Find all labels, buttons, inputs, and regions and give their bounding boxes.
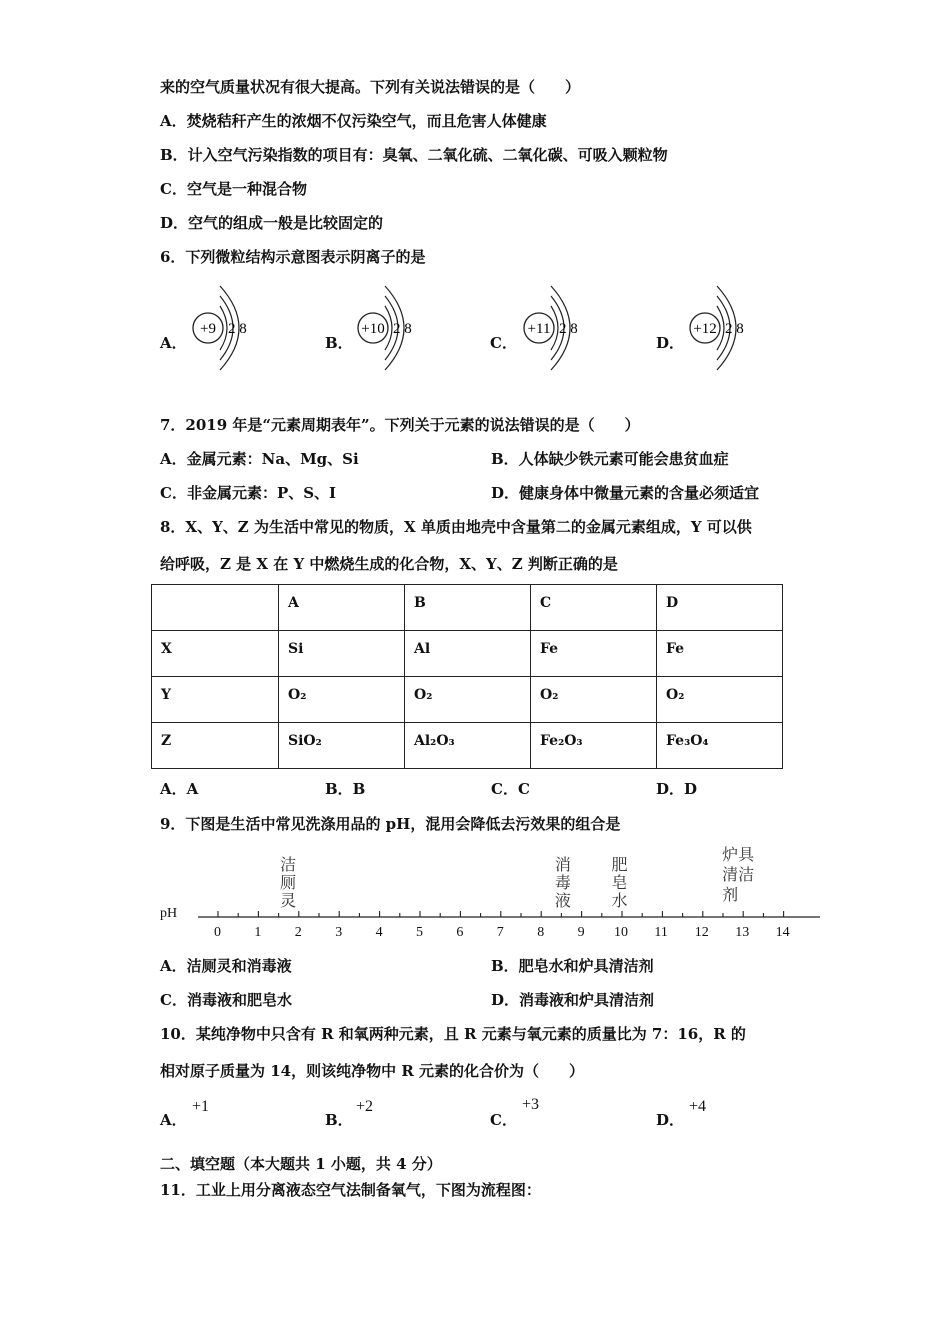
q10-stem-line2: 相对原子质量为 14，则该纯净物中 R 元素的化合价为（ ） (160, 1062, 585, 1080)
q6-option-d-atom-diagram (685, 280, 765, 380)
q10-option-a-letter: A． (160, 1111, 187, 1129)
ph-tick-label: 3 (335, 925, 343, 940)
q6-stem: 6．下列微粒结构示意图表示阴离子的是 (160, 248, 426, 266)
table-cell: SiO₂ (279, 723, 405, 769)
table-cell (152, 585, 279, 631)
section2-heading: 二、填空题（本大题共 1 小题，共 4 分） (160, 1155, 442, 1173)
q6-option-a-letter: A． (160, 334, 187, 352)
ph-product-label: 洁厕灵 (277, 856, 297, 910)
table-cell: Z (152, 723, 279, 769)
ph-tick-label: 7 (496, 925, 504, 940)
q11-stem: 11．工业上用分离液态空气法制备氧气，下图为流程图： (160, 1181, 541, 1199)
ph-tick-label: 13 (735, 925, 750, 940)
q9-option-d: D．消毒液和炉具清洁剂 (491, 991, 655, 1009)
table-cell: O₂ (531, 677, 657, 723)
q9-option-a: A．洁厕灵和消毒液 (160, 957, 292, 975)
table-cell: Fe (531, 631, 657, 677)
ph-tick-label: 9 (577, 925, 585, 940)
q10-option-a-value: +1 (192, 1098, 210, 1115)
ph-tick-label: 4 (375, 925, 383, 940)
svg-text:2 8: 2 8 (725, 321, 744, 337)
table-cell: Fe₂O₃ (531, 723, 657, 769)
table-cell: O₂ (279, 677, 405, 723)
table-cell: O₂ (657, 677, 783, 723)
q10-option-d-letter: D． (656, 1111, 685, 1129)
q9-stem: 9．下图是生活中常见洗涤用品的 pH，混用会降低去污效果的组合是 (160, 815, 621, 833)
q8-stem-line1: 8．X、Y、Z 为生活中常见的物质，X 单质由地壳中含量第二的金属元素组成，Y 可以供 (160, 518, 752, 536)
q7-stem: 7．2019 年是“元素周期表年”。下列关于元素的说法错误的是（ ） (160, 416, 640, 434)
table-cell: X (152, 631, 279, 677)
q10-stem-line1: 10．某纯净物中只含有 R 和氧两种元素，且 R 元素与氧元素的质量比为 7：16，R 的 (160, 1025, 746, 1043)
ph-product-label: 炉具 清洁 剂 (722, 845, 755, 904)
q7-option-d: D．健康身体中微量元素的含量必须适宜 (491, 484, 760, 502)
table-row (152, 631, 783, 677)
ph-tick-label: 1 (254, 925, 262, 940)
q7-option-c: C．非金属元素：P、S、I (160, 484, 337, 502)
ph-product-label: 消毒液 (552, 856, 572, 910)
ph-tick-label: 8 (537, 925, 545, 940)
table-row (152, 723, 783, 769)
table-cell: Fe (657, 631, 783, 677)
ph-tick-label: 11 (654, 925, 668, 940)
shell-electrons: 2 8 (228, 321, 247, 337)
ph-tick-label: 0 (214, 925, 221, 940)
q9-option-c: C．消毒液和肥皂水 (160, 991, 292, 1009)
table-cell: D (657, 585, 783, 631)
table-cell: B (405, 585, 531, 631)
q7-option-b: B．人体缺少铁元素可能会患贫血症 (491, 450, 729, 468)
svg-text:+10: +10 (361, 321, 385, 337)
ph-tick-label: 5 (416, 925, 423, 940)
q10-option-b-letter: B． (325, 1111, 353, 1129)
q5-stem-tail: 来的空气质量状况有很大提高。下列有关说法错误的是（ ） (160, 78, 581, 96)
table-cell: A (279, 585, 405, 631)
q6-option-d-letter: D． (656, 334, 685, 352)
table-cell: C (531, 585, 657, 631)
q6-option-b-letter: B． (325, 334, 353, 352)
q10-option-c-value: +3 (522, 1096, 540, 1113)
svg-text:+12: +12 (693, 321, 717, 337)
ph-tick-label: 12 (694, 925, 709, 940)
q8-answer-table (151, 584, 783, 769)
q8-option-b: B．B (325, 780, 366, 798)
ph-axis-label: pH (160, 906, 178, 921)
ph-tick-label: 6 (456, 925, 464, 940)
q10-option-c-letter: C． (490, 1111, 517, 1129)
q8-option-d: D．D (656, 780, 698, 798)
ph-tick-label: 14 (775, 925, 790, 940)
q5-option-c: C．空气是一种混合物 (160, 180, 307, 198)
q7-option-a: A．金属元素：Na、Mg、Si (160, 450, 359, 468)
q8-option-c: C．C (491, 780, 530, 798)
svg-text:+11: +11 (527, 321, 551, 337)
table-cell: Si (279, 631, 405, 677)
q8-stem-line2: 给呼吸，Z 是 X 在 Y 中燃烧生成的化合物，X、Y、Z 判断正确的是 (160, 555, 618, 573)
ph-product-label: 肥皂水 (608, 856, 628, 910)
table-cell: Al (405, 631, 531, 677)
q9-option-b: B．肥皂水和炉具清洁剂 (491, 957, 654, 975)
q10-option-b-value: +2 (356, 1098, 374, 1115)
q6-option-b-atom-diagram (353, 280, 433, 380)
q6-option-c-atom-diagram (519, 280, 599, 380)
ph-tick-label: 10 (614, 925, 628, 940)
q5-option-d: D．空气的组成一般是比较固定的 (160, 214, 384, 232)
q8-option-a: A．A (160, 780, 199, 798)
svg-text:2 8: 2 8 (559, 321, 578, 337)
q6-option-c-letter: C． (490, 334, 517, 352)
q5-option-a: A．焚烧秸秆产生的浓烟不仅污染空气，而且危害人体健康 (160, 112, 547, 130)
table-cell: O₂ (405, 677, 531, 723)
svg-text:2 8: 2 8 (393, 321, 412, 337)
table-row (152, 677, 783, 723)
table-cell: Fe₃O₄ (657, 723, 783, 769)
q10-option-d-value: +4 (689, 1098, 707, 1115)
ph-tick-label: 2 (294, 925, 302, 940)
q5-option-b: B．计入空气污染指数的项目有：臭氧、二氧化硫、二氧化碳、可吸入颗粒物 (160, 146, 668, 164)
table-header-row (152, 585, 783, 631)
nucleus-charge: +9 (200, 321, 216, 337)
q6-option-a-atom-diagram (188, 280, 268, 380)
table-cell: Y (152, 677, 279, 723)
table-cell: Al₂O₃ (405, 723, 531, 769)
